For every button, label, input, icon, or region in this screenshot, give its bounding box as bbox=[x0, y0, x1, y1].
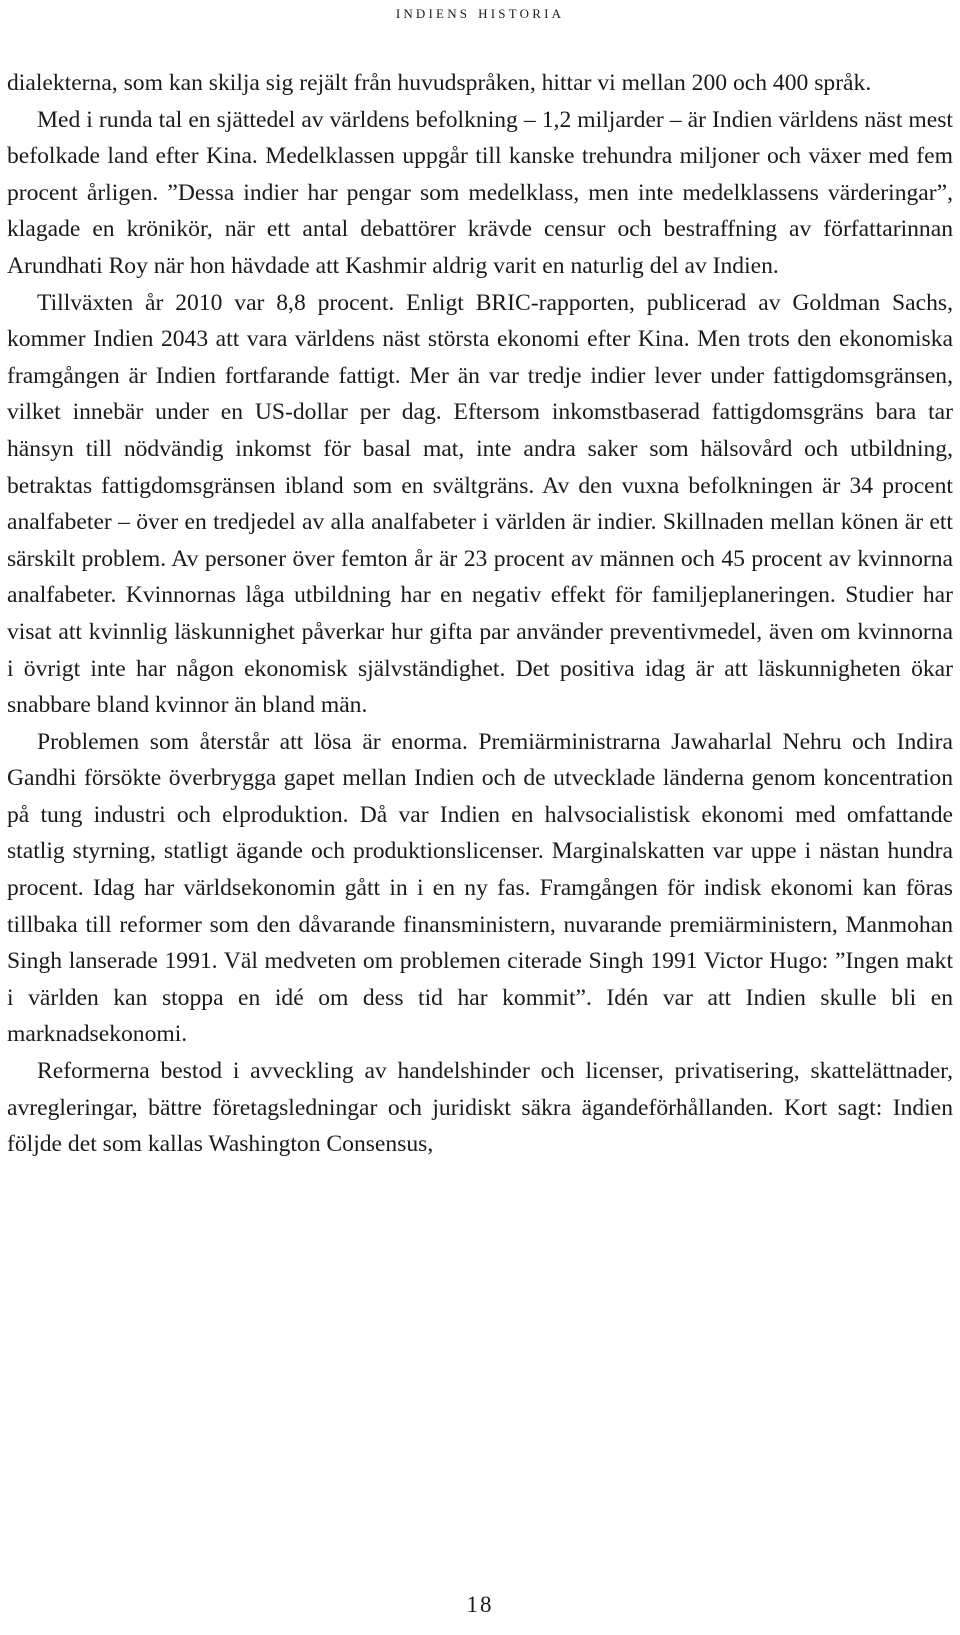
page-number: 18 bbox=[466, 1592, 494, 1617]
paragraph: Tillväxten år 2010 var 8,8 procent. Enligt BRIC-rapporten, publicerad av Goldman Sachs, kommer Indien 2043 att vara världens näst största ekonomi efter Kina. Men trots den ekonomiska framgången är Indien fortfarande fattigt. Mer än var tredje indier lever under fattigdomsgränsen, vilket innebär under en US-dollar per dag. Eftersom inkomstbaserad fattigdomsgräns bara tar hänsyn till nödvändig inkomst för basal mat, inte andra saker som hälsovård och utbildning, betraktas fattigdomsgränsen ibland som en svältgräns. Av den vuxna befolkningen är 34 procent analfabeter – över en tredjedel av alla analfabeter i världen är indier. Skillnaden mellan könen är ett särskilt problem. Av personer över femton år är 23 procent av männen och 45 procent av kvinnorna analfabeter. Kvinnornas låga utbildning har en negativ effekt för familjeplaneringen. Studier har visat att kvinnlig läskunnighet påverkar hur gifta par använder preventivmedel, även om kvinnorna i övrigt inte har någon ekonomisk självständighet. Det positiva idag är att läskunnigheten ökar snabbare bland kvinnor än bland män. bbox=[7, 289, 953, 719]
running-header: indiens historia bbox=[395, 2, 565, 23]
body-text bbox=[7, 65, 953, 1163]
paragraph: Med i runda tal en sjättedel av världens befolkning – 1,2 miljarder – är Indien världens näst mest befolkade land efter Kina. Medelklassen uppgår till kanske trehundra miljoner och växer med fem procent årligen. ”Dessa indier har pengar som medelklass, men inte medelklassens värderingar”, klagade en krönikör, när ett antal debattörer krävde censur och bestraffning av författarinnan Arundhati Roy när hon hävdade att Kashmir aldrig varit en naturlig del av Indien. bbox=[7, 106, 953, 279]
paragraph: dialekterna, som kan skilja sig rejält från huvudspråken, hittar vi mellan 200 och 400 språk. bbox=[7, 70, 872, 96]
paragraph: Reformerna bestod i avveckling av handelshinder och licenser, privatisering, skattelättnader, avregleringar, bättre företagsledningar och juridiskt säkra ägandeförhållanden. Kort sagt: Indien följde det som kallas Washington Consensus, bbox=[7, 1058, 953, 1158]
paragraph: Problemen som återstår att lösa är enorma. Premiärministrarna Jawaharlal Nehru och Indira Gandhi försökte överbrygga gapet mellan Indien och de utvecklade länderna genom koncentration på tung industri och elproduktion. Då var Indien en halvsocialistisk ekonomi med omfattande statlig styrning, statligt ägande och produktionslicenser. Marginalskatten var uppe i nästan hundra procent. Idag har världsekonomin gått in i en ny fas. Framgången för indisk ekonomi kan föras tillbaka till reformer som den dåvarande finansministern, nuvarande premiärministern, Manmohan Singh lanserade 1991. Väl medveten om problemen citerade Singh 1991 Victor Hugo: ”Ingen makt i världen kan stoppa en idé om dess tid har kommit”. Idén var att Indien skulle bli en marknadsekonomi. bbox=[7, 728, 953, 1048]
